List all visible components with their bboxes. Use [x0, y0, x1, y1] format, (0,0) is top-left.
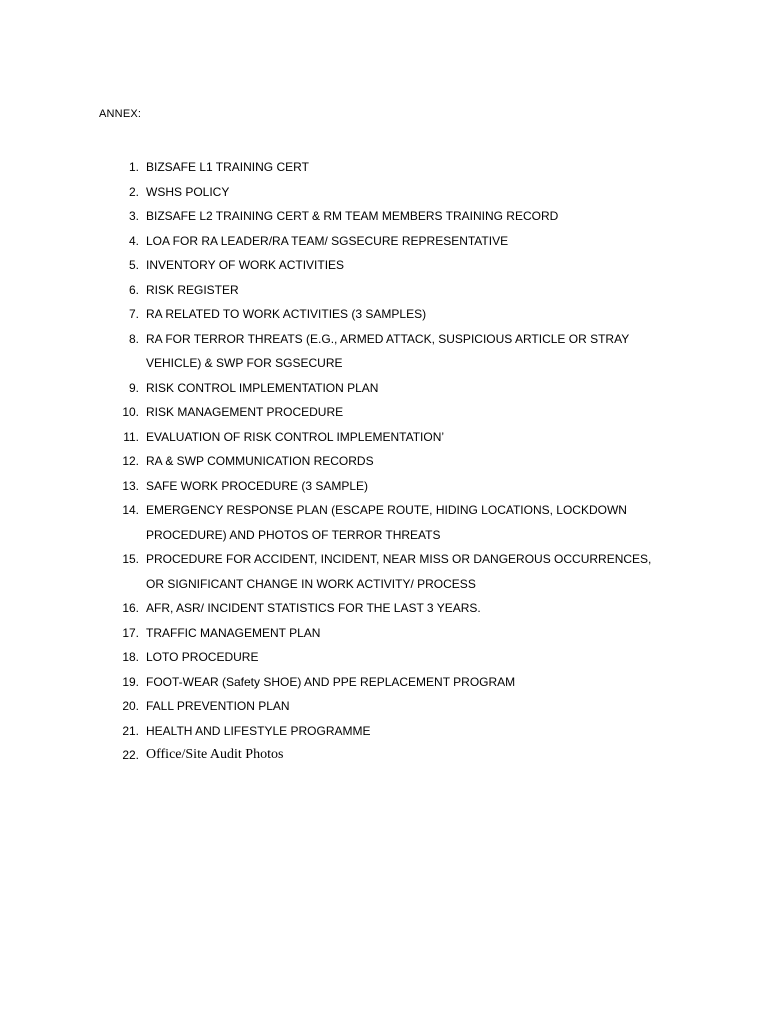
item-text: FALL PREVENTION PLAN: [146, 699, 290, 713]
list-item: [0, 596, 768, 621]
item-number: 20.: [122, 699, 139, 713]
item-number: 18.: [122, 650, 139, 664]
item-number: 16.: [122, 601, 139, 615]
item-text: EVALUATION OF RISK CONTROL IMPLEMENTATION’: [146, 429, 445, 444]
item-text: RA RELATED TO WORK ACTIVITIES (3 SAMPLES): [146, 307, 427, 321]
item-number: 19.: [122, 674, 139, 689]
list-item: [0, 229, 768, 254]
item-number: 10.: [122, 405, 139, 419]
item-text: BIZSAFE L2 TRAINING CERT & RM TEAM MEMBERS TRAINING RECORD: [146, 209, 559, 223]
list-item: [0, 621, 768, 646]
item-text: RA FOR TERROR THREATS (E.G., ARMED ATTACK, SUSPICIOUS ARTICLE OR STRAY VEHICLE) & SWP FOR SGSECURE: [146, 331, 629, 370]
list-item: [0, 400, 768, 425]
item-number: 9.: [128, 380, 139, 395]
list-item: [0, 449, 768, 474]
item-text: LOA FOR RA LEADER/RA TEAM/ SGSECURE REPRESENTATIVE: [146, 233, 509, 248]
item-number: 13.: [122, 478, 139, 493]
list-item: [0, 645, 768, 670]
item-number: 5.: [128, 258, 139, 272]
item-text: FOOT-WEAR (Safety SHOE) AND PPE REPLACEMENT PROGRAM: [146, 674, 516, 689]
item-text: EMERGENCY RESPONSE PLAN (ESCAPE ROUTE, HIDING LOCATIONS, LOCKDOWN PROCEDURE) AND PHOTOS OF TERROR THREATS: [146, 503, 627, 542]
list-item: [0, 425, 768, 450]
item-number: 2.: [128, 184, 139, 199]
item-number: 11.: [123, 429, 139, 444]
list-item: [0, 180, 768, 205]
item-text: SAFE WORK PROCEDURE (3 SAMPLE): [146, 478, 369, 493]
list-item: [0, 253, 768, 278]
item-text: BIZSAFE L1 TRAINING CERT: [146, 160, 309, 174]
list-item: [0, 204, 768, 229]
item-number: 15.: [122, 552, 139, 566]
list-item: [0, 694, 768, 719]
item-number: 17.: [122, 625, 139, 640]
item-text: RA & SWP COMMUNICATION RECORDS: [146, 454, 374, 468]
list-item: [0, 547, 768, 596]
annex-heading: ANNEX:: [99, 108, 142, 120]
list-item: [0, 155, 768, 180]
item-text: RISK REGISTER: [146, 282, 239, 297]
item-number: 4.: [128, 233, 139, 248]
list-item: [0, 327, 768, 376]
list-item: [0, 743, 768, 768]
item-text: TRAFFIC MANAGEMENT PLAN: [146, 625, 321, 640]
item-number: 6.: [128, 282, 139, 297]
list-item: [0, 278, 768, 303]
item-number: 22.: [122, 748, 139, 762]
item-number: 12.: [122, 454, 139, 468]
list-item: [0, 719, 768, 744]
item-number: 21.: [122, 723, 139, 738]
item-text: HEALTH AND LIFESTYLE PROGRAMME: [146, 723, 371, 738]
item-text: WSHS POLICY: [146, 184, 230, 199]
item-number: 8.: [128, 331, 139, 346]
item-text: LOTO PROCEDURE: [146, 650, 259, 664]
list-item: [0, 670, 768, 695]
list-item: [0, 498, 768, 547]
item-text: PROCEDURE FOR ACCIDENT, INCIDENT, NEAR MISS OR DANGEROUS OCCURRENCES, OR SIGNIFICANT CHANGE IN WORK ACTIVITY/ PROCESS: [146, 552, 652, 591]
item-number: 7.: [128, 307, 139, 321]
list-item: [0, 474, 768, 499]
item-text: INVENTORY OF WORK ACTIVITIES: [146, 258, 345, 272]
list-item: [0, 302, 768, 327]
item-text: Office/Site Audit Photos: [146, 747, 284, 762]
item-text: RISK MANAGEMENT PROCEDURE: [146, 405, 344, 419]
annex-list: [0, 155, 768, 768]
item-number: 1.: [128, 160, 139, 174]
item-text: RISK CONTROL IMPLEMENTATION PLAN: [146, 380, 379, 395]
item-text: AFR, ASR/ INCIDENT STATISTICS FOR THE LAST 3 YEARS.: [146, 601, 481, 615]
item-number: 14.: [122, 503, 139, 517]
item-number: 3.: [128, 209, 139, 223]
list-item: [0, 376, 768, 401]
